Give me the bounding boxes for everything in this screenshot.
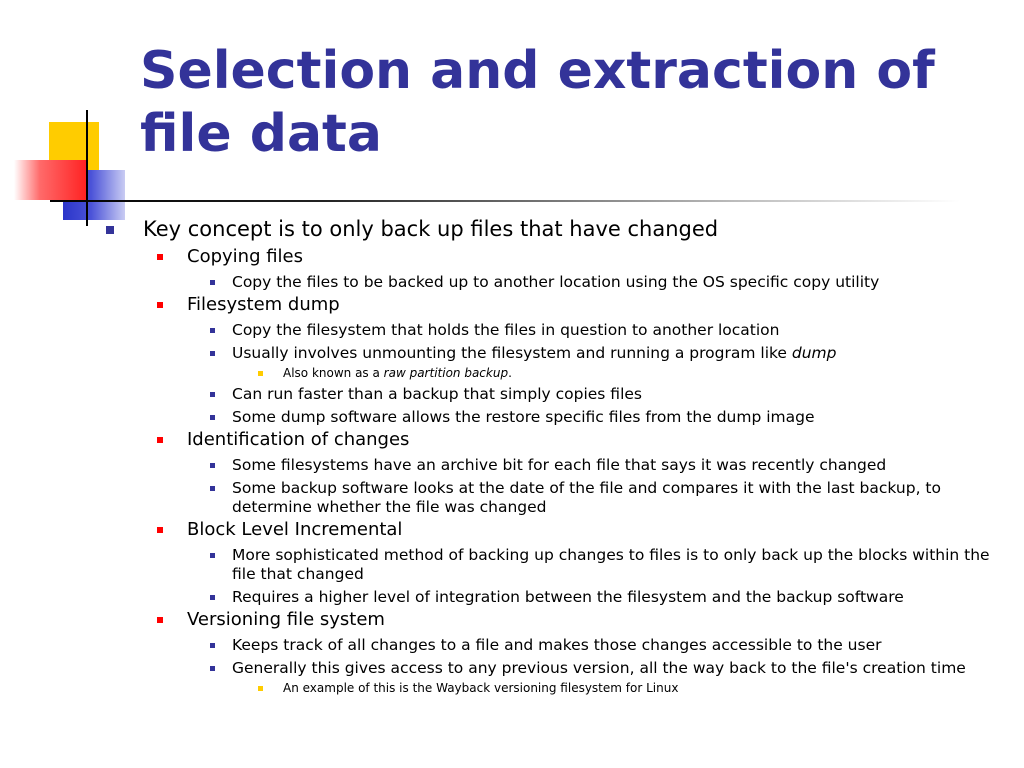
square-bullet-icon xyxy=(210,351,215,356)
list-item-text: Can run faster than a backup that simply copies files xyxy=(232,385,642,403)
square-bullet-icon xyxy=(210,643,215,648)
list-item xyxy=(0,680,1024,696)
section-heading-block-level-incremental xyxy=(0,517,1024,542)
list-item-text: Copy the filesystem that holds the files in question to another location xyxy=(232,321,780,339)
section-heading-versioning-file-system xyxy=(0,607,1024,632)
square-bullet-icon xyxy=(210,463,215,468)
title-underline xyxy=(50,200,960,202)
list-item xyxy=(0,659,1002,678)
section-heading-copying-files xyxy=(0,244,1024,269)
square-bullet-icon xyxy=(210,392,215,397)
list-item-text: Also known as a xyxy=(283,366,384,380)
square-bullet-icon xyxy=(210,328,215,333)
section-heading-text: Identification of changes xyxy=(187,429,410,450)
list-item-text: Generally this gives access to any previous version, all the way back to the file's creation time xyxy=(232,659,966,677)
square-bullet-icon xyxy=(210,595,215,600)
list-item-text: Keeps track of all changes to a file and makes those changes accessible to the user xyxy=(232,636,882,654)
emphasized-text: raw partition backup xyxy=(383,366,509,380)
square-bullet-icon xyxy=(258,686,263,691)
square-bullet-icon xyxy=(210,415,215,420)
decorative-red-square xyxy=(14,160,88,200)
square-bullet-icon xyxy=(157,617,163,623)
list-item xyxy=(0,546,1002,584)
section-heading-filesystem-dump xyxy=(0,292,1024,317)
square-bullet-icon xyxy=(157,437,163,443)
square-bullet-icon xyxy=(210,666,215,671)
list-item-text: An example of this is the Wayback versioning filesystem for Linux xyxy=(283,681,679,695)
list-item-key-concept xyxy=(0,214,1024,244)
list-item-text: Key concept is to only back up files that have changed xyxy=(143,217,719,241)
list-item xyxy=(0,408,1002,427)
list-item xyxy=(0,365,1024,381)
list-item-suffix: . xyxy=(508,366,512,380)
bullet-list xyxy=(0,214,1024,696)
list-item-text: More sophisticated method of backing up changes to files is to only back up the blocks within the file that changed xyxy=(232,546,990,583)
list-item-text: Some backup software looks at the date of the file and compares it with the last backup, to determine whether the file was changed xyxy=(232,479,941,516)
list-item xyxy=(0,344,1002,363)
list-item xyxy=(0,385,1002,404)
square-bullet-icon xyxy=(210,280,215,285)
square-bullet-icon xyxy=(106,226,114,234)
list-item-text: Some filesystems have an archive bit for each file that says it was recently changed xyxy=(232,456,887,474)
list-item xyxy=(0,321,1002,340)
list-item xyxy=(0,588,1002,607)
square-bullet-icon xyxy=(258,371,263,376)
list-item-text: Requires a higher level of integration between the filesystem and the backup software xyxy=(232,588,904,606)
list-item-text: Some dump software allows the restore specific files from the dump image xyxy=(232,408,815,426)
list-item xyxy=(0,636,1002,655)
slide-content xyxy=(0,214,1024,696)
square-bullet-icon xyxy=(157,302,163,308)
slide-title: Selection and extraction of file data xyxy=(140,41,935,164)
section-heading-text: Filesystem dump xyxy=(187,294,340,315)
list-item-text: Copy the files to be backed up to another location using the OS specific copy utility xyxy=(232,273,880,291)
list-item-text: Usually involves unmounting the filesystem and running a program like xyxy=(232,344,792,362)
list-item xyxy=(0,479,1002,517)
list-item xyxy=(0,456,1002,475)
section-heading-text: Copying files xyxy=(187,246,304,267)
section-heading-text: Versioning file system xyxy=(187,609,385,630)
decorative-vertical-line xyxy=(86,110,88,226)
square-bullet-icon xyxy=(210,553,215,558)
square-bullet-icon xyxy=(210,486,215,491)
emphasized-text: dump xyxy=(791,344,837,362)
square-bullet-icon xyxy=(157,527,163,533)
square-bullet-icon xyxy=(157,254,163,260)
section-heading-text: Block Level Incremental xyxy=(187,519,403,540)
list-item xyxy=(0,273,1002,292)
section-heading-identification-of-changes xyxy=(0,427,1024,452)
